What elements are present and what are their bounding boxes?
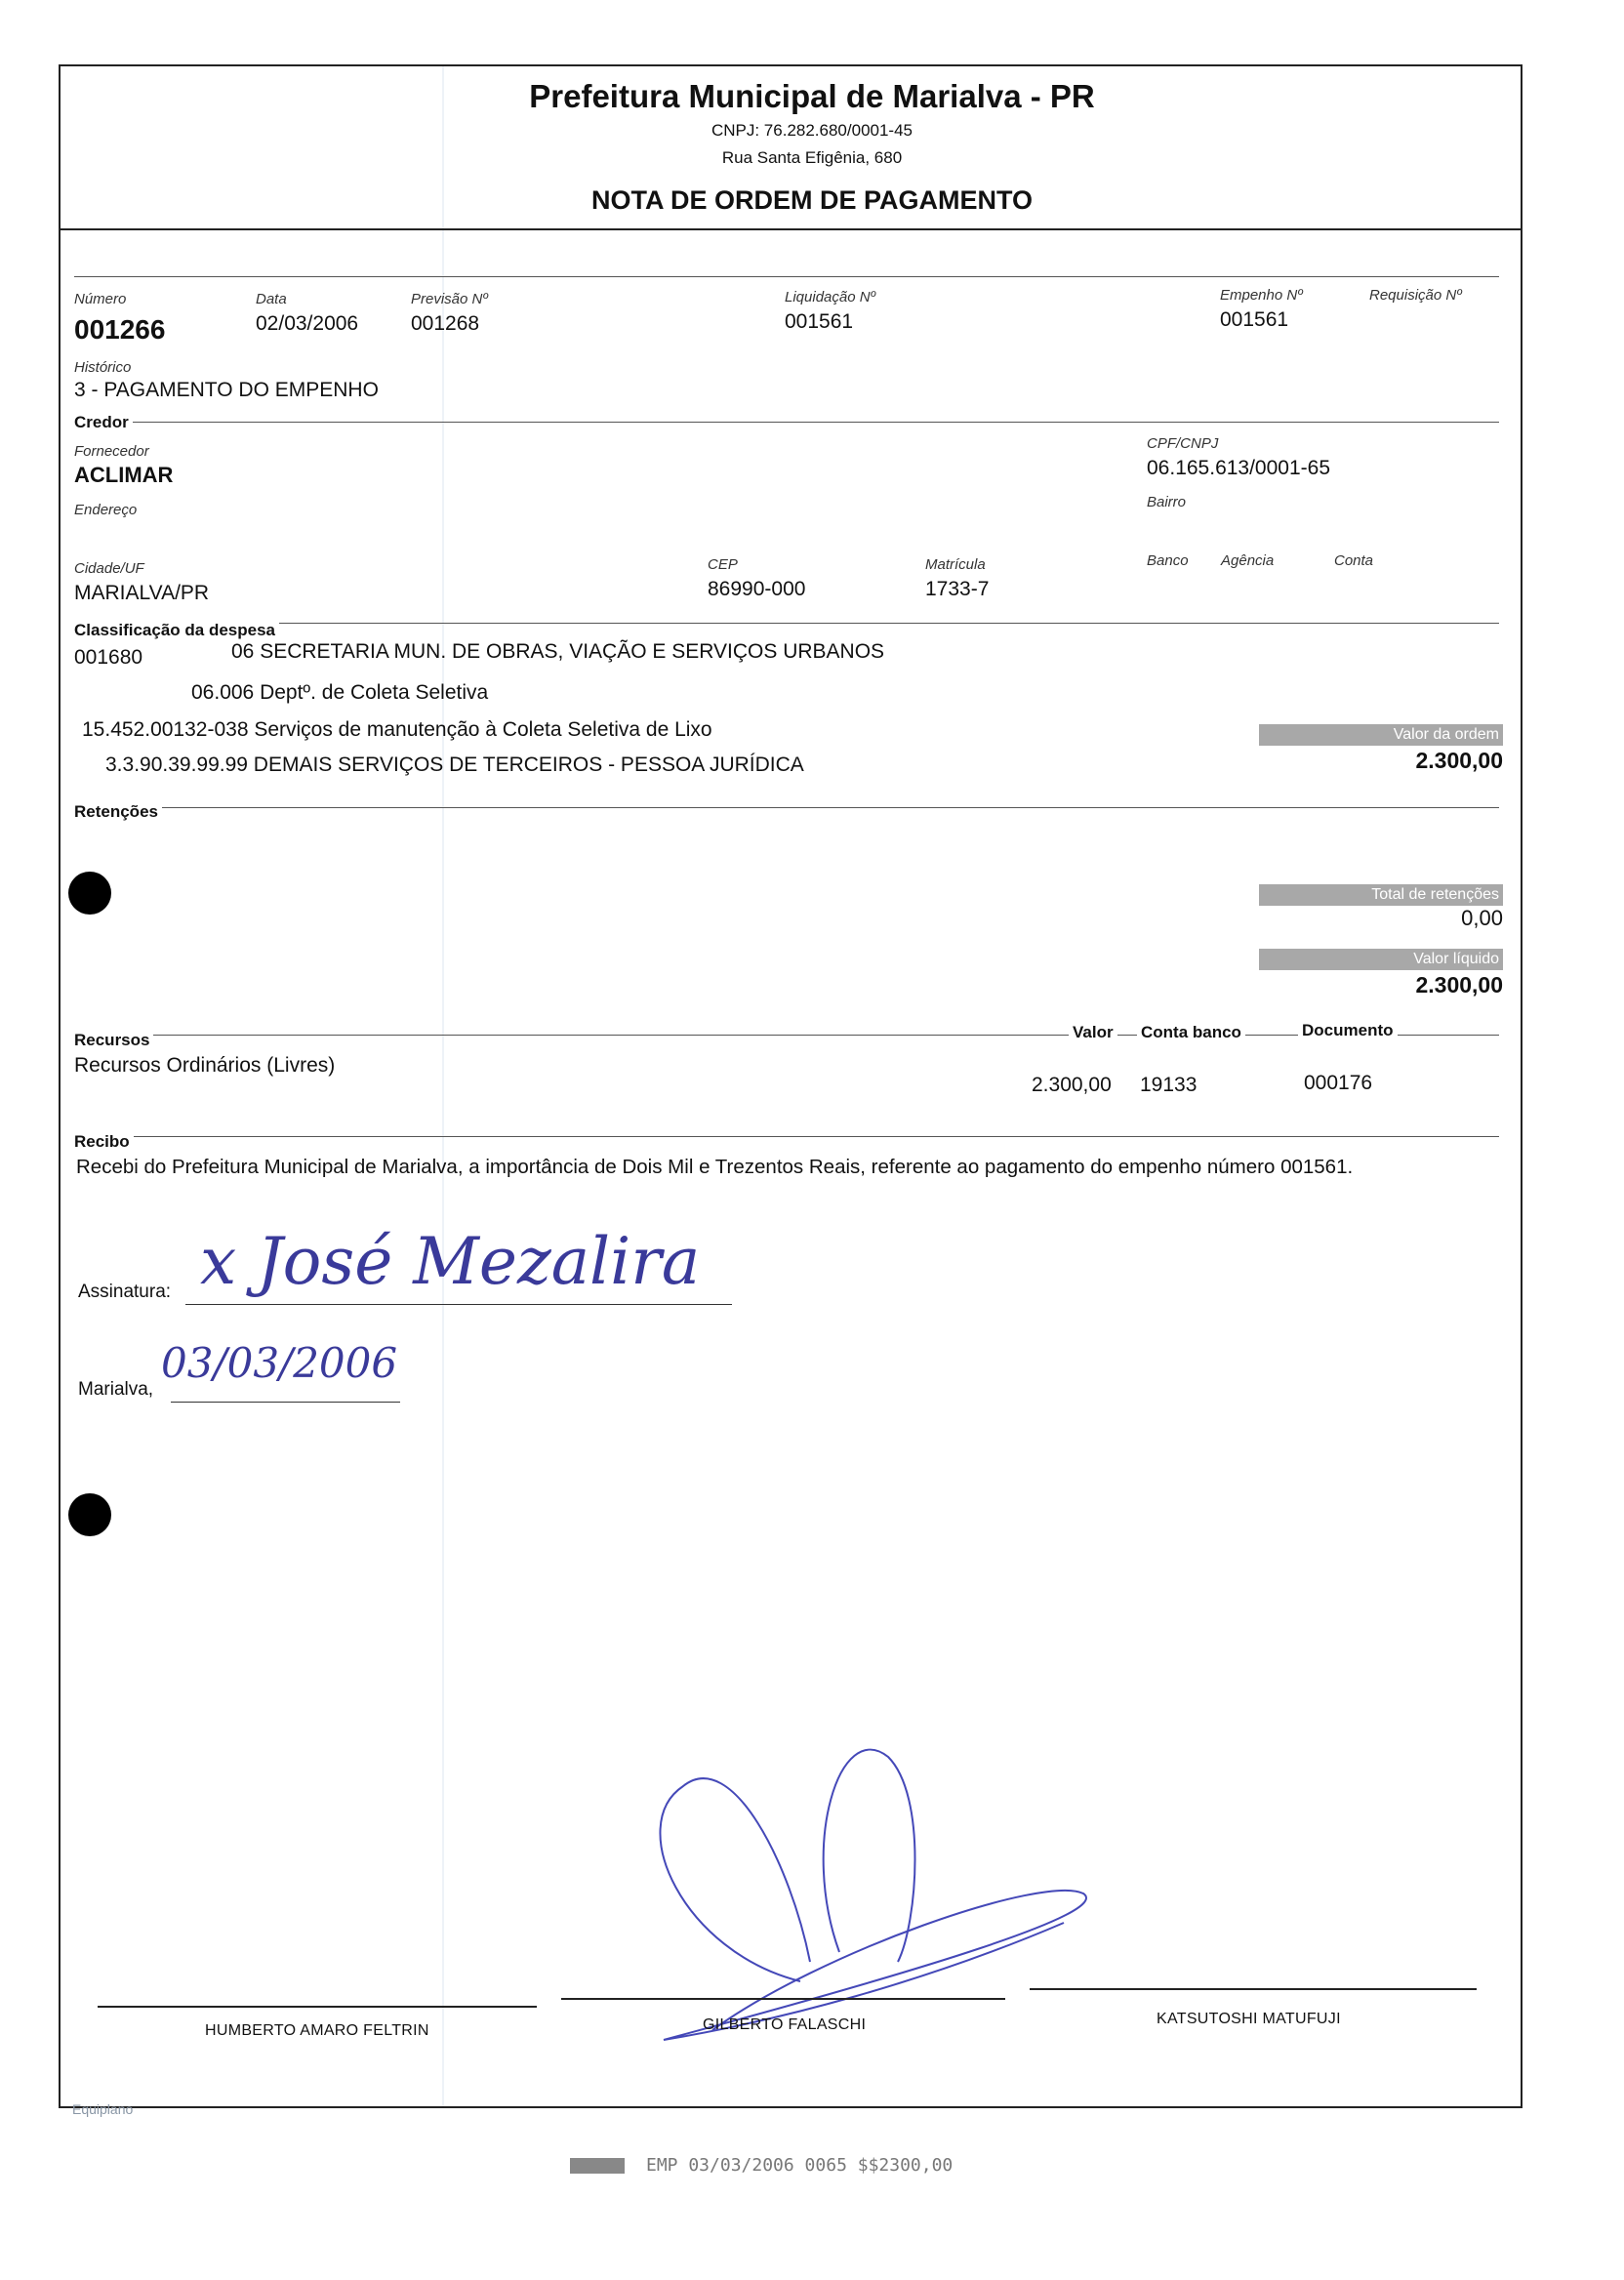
recursos-valor: 2.300,00 xyxy=(1032,1074,1112,1096)
departamento-line: 06.006 Deptº. de Coleta Seletiva xyxy=(191,681,489,704)
cnpj-line: CNPJ: 76.282.680/0001-45 xyxy=(710,121,914,140)
fornecedor-value: ACLIMAR xyxy=(74,463,174,487)
recursos-conta-label: Conta banco xyxy=(1137,1023,1245,1042)
cpf-value: 06.165.613/0001-65 xyxy=(1147,457,1331,479)
recursos-fonte: Recursos Ordinários (Livres) xyxy=(74,1054,336,1077)
punch-hole xyxy=(68,872,111,915)
empenho-value: 001561 xyxy=(1220,308,1289,331)
punch-hole xyxy=(68,1493,111,1536)
header-divider xyxy=(59,228,1522,230)
summary-rule xyxy=(74,276,1499,277)
assinatura-label: Assinatura: xyxy=(78,1282,172,1302)
scribble-signature xyxy=(625,1728,1093,2059)
secretaria-line: 06 SECRETARIA MUN. DE OBRAS, VIAÇÃO E SERVIÇOS URBANOS xyxy=(231,640,885,663)
elemento-line: 3.3.90.39.99.99 DEMAIS SERVIÇOS DE TERCEIROS - PESSOA JURÍDICA xyxy=(105,753,804,776)
total-retencoes-value: 0,00 xyxy=(1461,906,1503,930)
requisicao-label: Requisição Nº xyxy=(1369,287,1462,304)
historico-label: Histórico xyxy=(74,359,132,376)
signatory-line-1 xyxy=(98,2006,537,2008)
previsao-label: Previsão Nº xyxy=(411,291,488,307)
cpf-label: CPF/CNPJ xyxy=(1147,435,1219,452)
local-label: Marialva, xyxy=(78,1379,154,1400)
valor-liquido-value: 2.300,00 xyxy=(1415,972,1503,998)
recursos-section: Recursos xyxy=(74,1031,153,1050)
classificacao-rule xyxy=(74,623,1499,624)
endereco-label: Endereço xyxy=(74,502,138,518)
classificacao-section: Classificação da despesa xyxy=(74,621,279,640)
signatory-name-2: GILBERTO FALASCHI xyxy=(703,2016,867,2033)
cep-label: CEP xyxy=(708,556,738,573)
signatory-line-3 xyxy=(1030,1988,1477,1990)
banco-label: Banco xyxy=(1147,552,1189,569)
recibo-text: Recebi do Prefeitura Municipal de Marialva, a importância de Dois Mil e Trezentos Reais, referente ao pagamento do empenho número 001561. xyxy=(76,1156,1354,1178)
municipality-title: Prefeitura Municipal de Marialva - PR xyxy=(529,78,1095,114)
signatory-line-2 xyxy=(561,1998,1005,2000)
matricula-label: Matrícula xyxy=(925,556,986,573)
historico-value: 3 - PAGAMENTO DO EMPENHO xyxy=(74,379,379,401)
valor-ordem-label: Valor da ordem xyxy=(1259,724,1503,746)
bairro-label: Bairro xyxy=(1147,494,1187,510)
signatory-name-1: HUMBERTO AMARO FELTRIN xyxy=(205,2022,429,2039)
retencoes-rule xyxy=(74,807,1499,808)
stamp-text: EMP 03/03/2006 0065 $$2300,00 xyxy=(646,2155,954,2176)
conta-label: Conta xyxy=(1334,552,1374,569)
classificacao-code: 001680 xyxy=(74,646,143,669)
retencoes-section: Retenções xyxy=(74,802,162,822)
agencia-label: Agência xyxy=(1221,552,1275,569)
empenho-label: Empenho Nº xyxy=(1220,287,1303,304)
recursos-conta: 19133 xyxy=(1140,1074,1198,1096)
recursos-valor-label: Valor xyxy=(1069,1023,1117,1042)
assinatura-handwritten: x José Mezalira xyxy=(200,1224,701,1299)
document-title: NOTA DE ORDEM DE PAGAMENTO xyxy=(590,185,1033,215)
recursos-documento-label: Documento xyxy=(1298,1021,1398,1040)
liquidacao-value: 001561 xyxy=(785,310,854,333)
credor-section: Credor xyxy=(74,413,133,432)
signatory-name-3: KATSUTOSHI MATUFUJI xyxy=(1157,2011,1341,2027)
valor-liquido-label: Valor líquido xyxy=(1259,949,1503,970)
data-value: 02/03/2006 xyxy=(256,312,359,335)
assinatura-line xyxy=(185,1304,732,1305)
previsao-value: 001268 xyxy=(411,312,480,335)
servico-line: 15.452.00132-038 Serviços de manutenção à Coleta Seletiva de Lixo xyxy=(82,718,712,741)
credor-rule xyxy=(74,422,1499,423)
recursos-documento: 000176 xyxy=(1304,1072,1373,1094)
software-label: Equiplano xyxy=(72,2101,134,2117)
liquidacao-label: Liquidação Nº xyxy=(785,289,876,305)
matricula-value: 1733-7 xyxy=(925,578,990,600)
local-date-handwritten: 03/03/2006 xyxy=(161,1339,398,1387)
numero-label: Número xyxy=(74,291,127,307)
total-retencoes-label: Total de retenções xyxy=(1259,884,1503,906)
recibo-section: Recibo xyxy=(74,1132,134,1152)
data-label: Data xyxy=(256,291,287,307)
bank-stamp xyxy=(570,2155,953,2176)
valor-ordem-value: 2.300,00 xyxy=(1415,748,1503,773)
cidade-label: Cidade/UF xyxy=(74,560,144,577)
numero-value: 001266 xyxy=(74,314,166,345)
cidade-value: MARIALVA/PR xyxy=(74,582,210,604)
stamp-logo-icon xyxy=(570,2158,625,2174)
address-line: Rua Santa Efigênia, 680 xyxy=(721,148,903,167)
cep-value: 86990-000 xyxy=(708,578,806,600)
recursos-rule xyxy=(74,1035,1499,1036)
recibo-rule xyxy=(74,1136,1499,1137)
local-date-line xyxy=(171,1402,400,1403)
fornecedor-label: Fornecedor xyxy=(74,443,149,460)
